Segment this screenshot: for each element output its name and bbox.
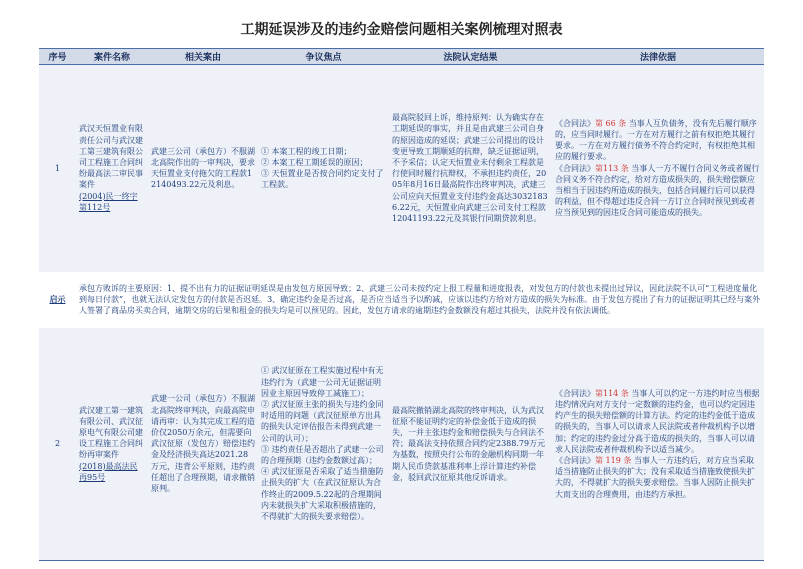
legal-basis: [552, 328, 764, 561]
law-article: 第 119 条: [595, 455, 632, 465]
case-number-link[interactable]: (2004)民一终字第112号: [79, 191, 138, 212]
header-case-name: 案件名称: [76, 49, 148, 65]
focus-item: ③ 违约责任是否超出了武建一公司的合理预期（违约金数额过高）；: [261, 444, 384, 465]
law-text: 当事人一方不履行合同义务或者履行合同义务不符合约定，给对方造成损失的，损失赔偿额应当相当于因违约所造成的损失，包括合同履行后可以获得的利益，但不得超过违反合同一方订立合同时预见到或者应当预见到的因违反合同可能造成的损失。: [555, 163, 760, 218]
law-article: 第 66 条: [595, 118, 627, 128]
focus-item: ① 本案工程的竣工日期；: [261, 146, 352, 156]
focus-item: ① 武汉征原在工程实施过程中有无违约行为（武建一公司无证据证明因业主原因导致停工减施工）；: [261, 366, 384, 398]
law-clause: [555, 118, 761, 163]
page-title: 工期延误涉及的违约金赔偿问题相关案例梳理对照表: [240, 22, 563, 38]
case-name-text: 武汉天恒置业有限责任公司与武汉建工第三建筑有限公司工程施工合同纠纷最高法二审民事案件: [79, 124, 143, 190]
law-source: 《合同法》: [555, 118, 595, 128]
focus-item: ④ 武汉征原是否采取了适当措施防止损失的扩大（在武汉征原认为合作终止的2009.5.22起的合理期间内未就损失扩大采取积极措施的，不得就扩大的损失要求赔偿）。: [261, 467, 384, 521]
law-article: 第114 条: [595, 388, 629, 398]
law-text: 当事人互负债务，没有先后履行顺序的，应当同时履行。一方在对方履行之前有权拒绝其履行要求。一方在对方履行债务不符合约定时，有权拒绝其相应的履行要求。: [555, 118, 757, 162]
focus-item: ③ 天恒置业是否按合同约定支付了工程款。: [261, 169, 384, 190]
table-row: [39, 65, 764, 272]
law-text: 当事人可以约定一方违约时应当根据违约情况向对方支付一定数额的违约金，也可以约定因违约产生的损失赔偿额的计算方法。约定的违约金低于造成的损失的，当事人可以请求人民法院或者仲裁机构予以增加；约定的违约金过分高于造成的损失的，当事人可以请求人民法院或者仲裁机构予以适当减少。: [555, 388, 760, 454]
table-header-row: [39, 49, 764, 65]
dispute-focus: [258, 65, 389, 272]
insight-label: 启示: [39, 272, 76, 328]
header-ruling: 法院认定结果: [389, 49, 552, 65]
insight-text: 承包方败诉的主要原因：1、提不出有力的证据证明延误是由发包方原因导致；2、武建三公司未按约定上报工程量和进度报表，对发包方的付款也未提出过异议，因此法院不认可“工程进度量化到每日付款”，也就无法认定发包方的付款是否迟延。3、确定违约金是否过高，是否应当适当予以酌减，应该以违约方给对方造成的损失为标准。由于发包方提出了有力的证据证明其已经与案外人签署了商品房买卖合同，逾期交房的后果和租金的损失均是可以预见的。因此，发包方请求的逾期违约金数额没有超过其损失，法院并没有依法调低。: [76, 272, 764, 328]
focus-item: ② 武汉征原主张的损失与违约金同时适用的问题（武汉征原单方出具的损失认定评估报告未得到武建一公司的认可）；: [261, 399, 384, 443]
court-ruling: 最高院驳回上诉，维持原判：认为确实存在工期延误的事实，并且是由武建三公司自身的原因造成的延误；武建三公司提出的设计变更导致工期顺延的抗辩，缺乏证据证明，不予采信；认定天恒置业未付剩余工程款是行使同时履行抗辩权，不承担违约责任，2005年8月16日最高院作出终审判决，武建三公司应向天恒置业支付违约金高达30321836.22元，天恒置业向武建三公司支付工程款12041193.22元及其银行同期贷款利息。: [389, 65, 552, 272]
row-number: 1: [39, 65, 76, 272]
row-number: 2: [39, 328, 76, 561]
header-num: 序号: [39, 49, 76, 65]
insight-row: [39, 272, 764, 328]
dispute-focus: [258, 328, 389, 561]
header-focus: 争议焦点: [258, 49, 389, 65]
legal-basis: [552, 65, 764, 272]
law-source: 《合同法》: [555, 455, 595, 465]
case-name: [76, 65, 148, 272]
focus-item: ② 本案工程工期延误的原因；: [261, 158, 368, 168]
case-name-text: 武汉建工第一建筑有限公司、武汉征原电气有限公司建设工程施工合同纠纷再审案件: [79, 405, 143, 460]
law-text: 当事人一方违约后，对方应当采取适当措施防止损失的扩大；没有采取适当措施致使损失扩大的，不得就扩大的损失要求赔偿。当事人因防止损失扩大而支出的合理费用，由违约方承担。: [555, 455, 755, 499]
case-number-link[interactable]: (2018)最高法民再95号: [79, 461, 138, 482]
table-row: [39, 328, 764, 561]
court-ruling: 最高院撤销湖北高院的终审判决，认为武汉征原不能证明约定的补偿金低于造成的损失，一并主张违约金和赔偿损失与合同法不符；最高法支持依照合同约定2388.79万元为基数，按照央行公布的金融机构同期一年期人民币贷款基准利率上浮计算违约补偿金，驳回武汉征原其他反诉请求。: [389, 328, 552, 561]
law-source: 《合同法》: [555, 388, 595, 398]
law-source: 《合同法》: [555, 163, 595, 173]
law-clause: [555, 388, 761, 455]
law-clause: [555, 455, 761, 500]
case-comparison-table: [39, 48, 764, 561]
header-cause: 相关案由: [148, 49, 258, 65]
law-clause: [555, 163, 761, 219]
case-name: [76, 328, 148, 561]
header-law: 法律依据: [552, 49, 764, 65]
law-article: 第113 条: [595, 163, 629, 173]
case-cause: 武建三公司（承包方）不服湖北高院作出的一审判决，要求天恒置业支付拖欠的工程款12140493.22元及利息。: [148, 65, 258, 272]
case-cause: 武建一公司（承包方）不服湖北高院终审判决，向最高院申请再审：认为其完成工程的造价仅2050万余元，但需要向武汉征原（发包方）赔偿违约金及经济损失高达2021.28万元，违背公平原则，违约责任超出了合理预期，请求撤销原判。: [148, 328, 258, 561]
